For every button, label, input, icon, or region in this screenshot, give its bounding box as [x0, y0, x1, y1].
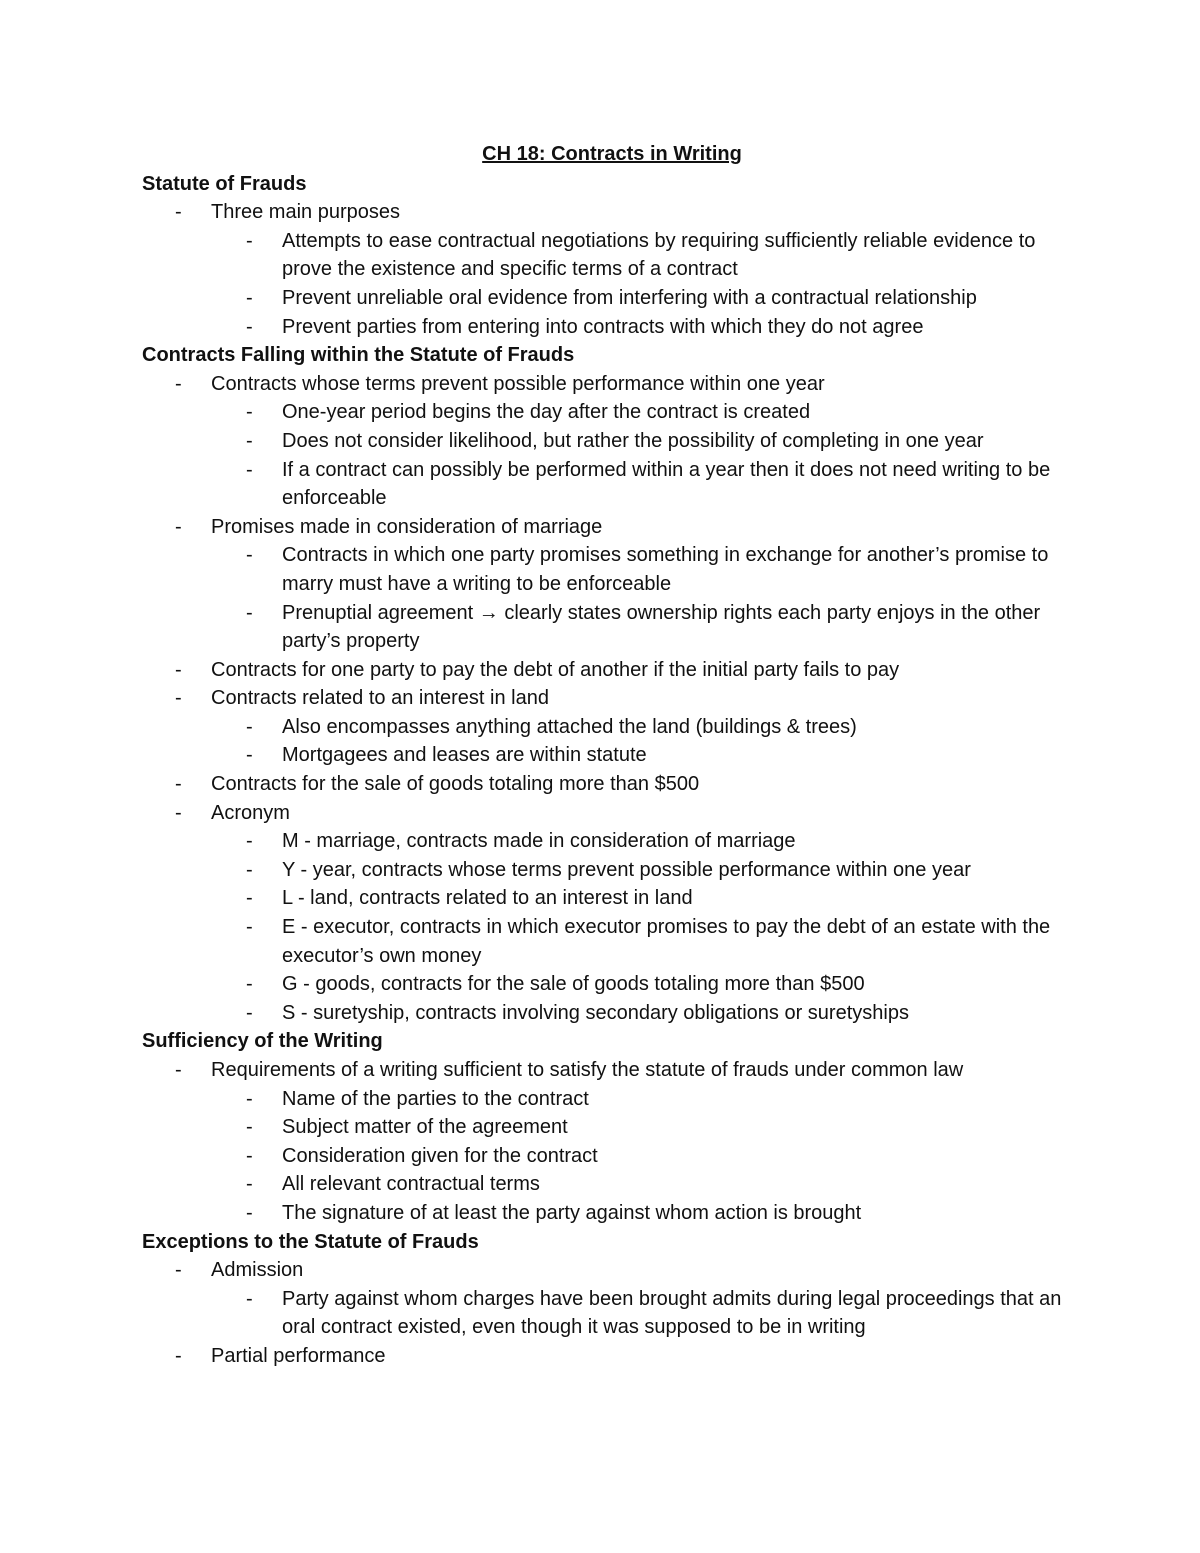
- list-item-level-2: [142, 313, 1082, 342]
- list-item-level-2: [142, 456, 1082, 513]
- list-item-text: Requirements of a writing sufficient to satisfy the statute of frauds under common law: [211, 1059, 964, 1081]
- list-item-text: Contracts in which one party promises something in exchange for another’s promise to marry must have a writing to be enforceable: [282, 544, 1049, 595]
- list-item-level-2: [142, 1142, 1082, 1171]
- bullet-dash: -: [246, 858, 253, 881]
- bullet-dash: -: [246, 1287, 253, 1310]
- bullet-dash: -: [246, 601, 253, 624]
- list-item-level-2: [142, 713, 1082, 742]
- list-item-level-2: [142, 541, 1082, 598]
- list-item-text: Admission: [211, 1259, 304, 1282]
- list-item-level-2: [142, 999, 1082, 1028]
- list-item-level-2: [142, 741, 1082, 770]
- bullet-dash: -: [175, 201, 182, 224]
- page-title: CH 18: Contracts in Writing: [482, 143, 742, 165]
- list-item-text: Subject matter of the agreement: [282, 1116, 568, 1139]
- list-item-level-2: [142, 856, 1082, 885]
- list-item-level-2: [142, 970, 1082, 999]
- bullet-dash: -: [175, 1344, 182, 1367]
- list-item-text: Prenuptial agreement → clearly states ownership rights each party enjoys in the other party’s property: [282, 601, 1041, 653]
- list-item-text: The signature of at least the party against whom action is brought: [282, 1201, 862, 1224]
- list-item-level-1: [142, 770, 1082, 799]
- list-item-text: E - executor, contracts in which executor promises to pay the debt of an estate with the executor’s own money: [282, 916, 1051, 967]
- list-item-text: Party against whom charges have been brought admits during legal proceedings that an oral contract existed, even though it was supposed to be in writing: [282, 1287, 1062, 1339]
- bullet-dash: -: [246, 744, 253, 767]
- list-item-level-2: [142, 227, 1082, 284]
- list-item-level-1: [142, 513, 1082, 542]
- section-heading: Statute of Frauds: [142, 172, 307, 195]
- bullet-dash: -: [246, 830, 253, 853]
- list-item-level-2: [142, 284, 1082, 313]
- list-item-level-1: [142, 656, 1082, 685]
- document-sections: [142, 170, 1082, 1371]
- bullet-dash: -: [246, 1001, 253, 1024]
- bullet-dash: -: [175, 372, 182, 395]
- list-item-level-1: [142, 1056, 1082, 1085]
- section-heading: Exceptions to the Statute of Frauds: [142, 1230, 479, 1253]
- list-item-text: Consideration given for the contract: [282, 1144, 598, 1167]
- list-item-text: Does not consider likelihood, but rather the possibility of completing in one year: [282, 429, 984, 452]
- list-item-text: One-year period begins the day after the contract is created: [282, 401, 811, 424]
- bullet-dash: -: [246, 715, 253, 738]
- bullet-dash: -: [175, 658, 182, 681]
- list-item-text: G - goods, contracts for the sale of goods totaling more than $500: [282, 973, 865, 996]
- list-item-level-2: [142, 913, 1082, 970]
- bullet-dash: -: [246, 1201, 253, 1224]
- bullet-dash: -: [246, 401, 253, 424]
- list-item-text: Three main purposes: [211, 201, 400, 224]
- bullet-dash: -: [175, 1259, 182, 1282]
- section-heading: Contracts Falling within the Statute of Frauds: [142, 344, 575, 367]
- list-item-text: Also encompasses anything attached the land (buildings & trees): [282, 715, 857, 738]
- list-item-text: Partial performance: [211, 1344, 386, 1367]
- list-item-text: Contracts whose terms prevent possible performance within one year: [211, 372, 825, 395]
- bullet-dash: -: [246, 544, 253, 567]
- list-item-level-2: [142, 427, 1082, 456]
- list-item-text: S - suretyship, contracts involving secondary obligations or suretyships: [282, 1001, 909, 1024]
- list-item-level-2: [142, 1199, 1082, 1228]
- list-item-level-2: [142, 1113, 1082, 1142]
- list-item-level-1: [142, 684, 1082, 713]
- list-item-text: Name of the parties to the contract: [282, 1087, 589, 1110]
- bullet-dash: -: [246, 286, 253, 309]
- bullet-dash: -: [175, 515, 182, 538]
- bullet-dash: -: [175, 1059, 182, 1081]
- bullet-dash: -: [175, 801, 182, 824]
- bullet-dash: -: [246, 229, 253, 252]
- document-content: [142, 140, 1082, 1371]
- bullet-dash: -: [246, 1116, 253, 1139]
- list-item-text: Prevent parties from entering into contracts with which they do not agree: [282, 315, 924, 338]
- bullet-dash: -: [175, 773, 182, 796]
- list-item-level-2: [142, 1170, 1082, 1199]
- list-item-text: Contracts for the sale of goods totaling more than $500: [211, 773, 700, 796]
- list-item-level-1: [142, 1342, 1082, 1371]
- list-item-level-2: [142, 884, 1082, 913]
- bullet-dash: -: [246, 973, 253, 996]
- bullet-dash: -: [246, 916, 253, 939]
- list-item-text: Attempts to ease contractual negotiations by requiring sufficiently reliable evidence to prove the existence and specific terms of a contract: [282, 229, 1036, 281]
- bullet-dash: -: [246, 315, 253, 338]
- list-item-level-2: [142, 1285, 1082, 1342]
- list-item-text: Contracts related to an interest in land: [211, 687, 549, 710]
- list-item-text: Contracts for one party to pay the debt of another if the initial party fails to pay: [211, 658, 900, 681]
- bullet-dash: -: [246, 458, 253, 481]
- list-item-level-2: [142, 1085, 1082, 1114]
- list-item-text: Y - year, contracts whose terms prevent possible performance within one year: [282, 858, 971, 881]
- list-item-text: Promises made in consideration of marriage: [211, 515, 603, 538]
- list-item-level-1: [142, 370, 1082, 399]
- list-item-text: Mortgagees and leases are within statute: [282, 744, 647, 767]
- list-item-text: L - land, contracts related to an interest in land: [282, 887, 693, 910]
- bullet-dash: -: [246, 1144, 253, 1167]
- list-item-level-2: [142, 827, 1082, 856]
- list-item-level-1: [142, 799, 1082, 828]
- list-item-text: If a contract can possibly be performed within a year then it does not need writing to be enforceable: [282, 458, 1051, 510]
- list-item-level-2: [142, 398, 1082, 427]
- bullet-dash: -: [246, 429, 253, 452]
- section-heading: Sufficiency of the Writing: [142, 1030, 383, 1053]
- list-item-text: All relevant contractual terms: [282, 1173, 540, 1196]
- bullet-dash: -: [246, 887, 253, 910]
- list-item-text: Acronym: [211, 801, 290, 824]
- list-item-level-1: [142, 1256, 1082, 1285]
- bullet-dash: -: [246, 1173, 253, 1196]
- bullet-dash: -: [175, 687, 182, 710]
- bullet-dash: -: [246, 1087, 253, 1110]
- list-item-level-1: [142, 198, 1082, 227]
- list-item-text: Prevent unreliable oral evidence from interfering with a contractual relationship: [282, 286, 977, 309]
- list-item-text: M - marriage, contracts made in consideration of marriage: [282, 830, 796, 853]
- list-item-level-2: [142, 599, 1082, 656]
